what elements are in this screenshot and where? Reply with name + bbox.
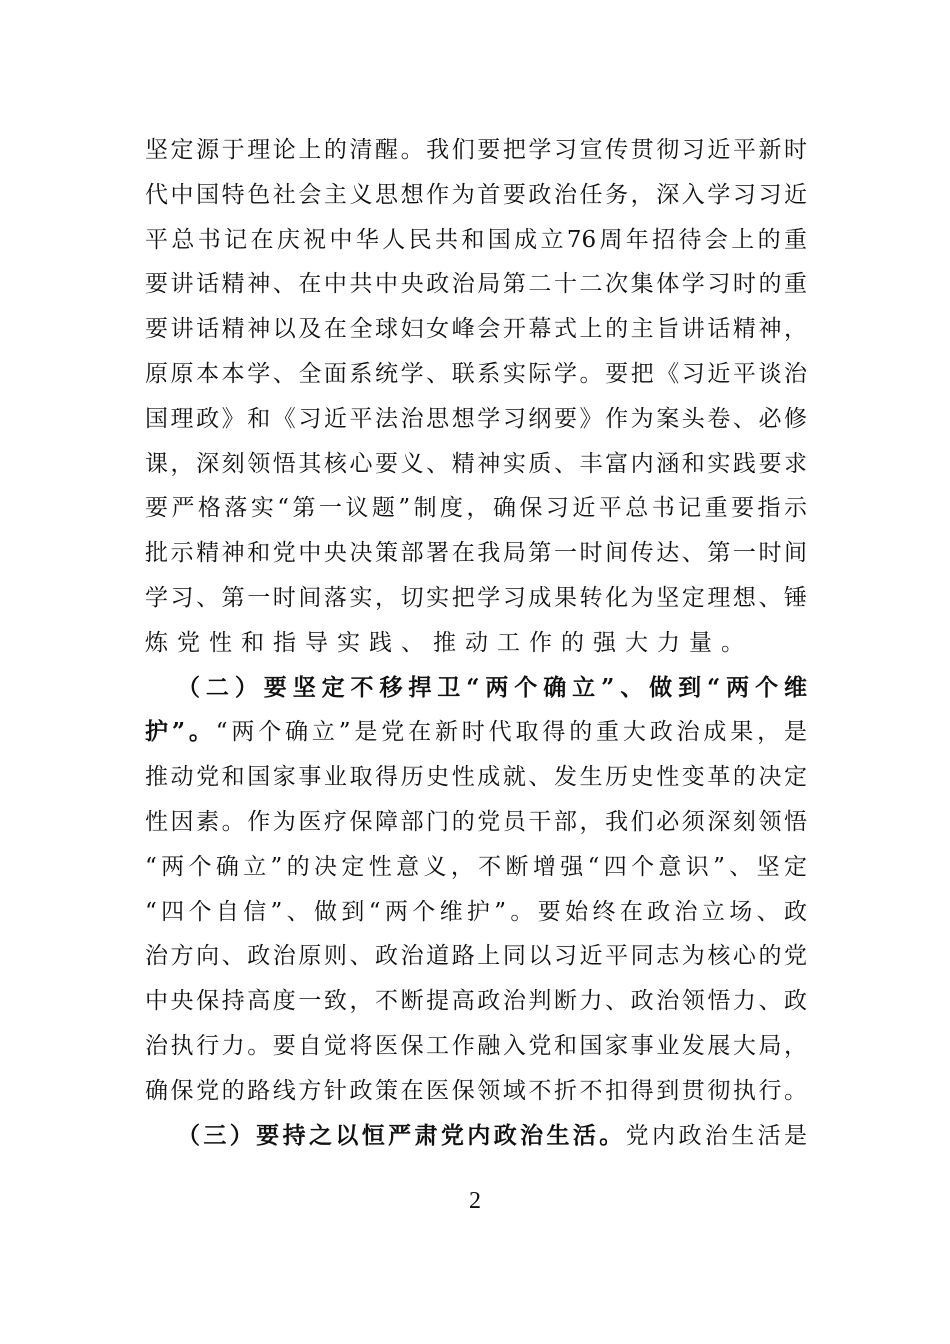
body-text: 坚定源于理论上的清醒。我们要把学习宣传贯彻习近平新时 <box>145 137 807 163</box>
body-text: 炼党性和指导实践、推动工作的强大力量。 <box>145 629 753 656</box>
text-line <box>145 1114 807 1159</box>
text-line <box>145 307 807 352</box>
body-text: 批示精神和党中央决策部署在我局第一时间传达、第一时间 <box>145 540 807 567</box>
text-line <box>145 128 807 173</box>
body-text: 推动党和国家事业取得历史性成就、发生历史性变革的决定 <box>145 764 807 791</box>
text-line <box>145 621 807 666</box>
text-line <box>145 1024 807 1069</box>
text-line <box>145 979 807 1024</box>
body-text: 治执行力。要自觉将医保工作融入党和国家事业发展大局， <box>145 1032 807 1059</box>
text-line <box>145 1069 807 1114</box>
text-line <box>145 845 807 890</box>
text-line <box>145 890 807 935</box>
section-heading-text: （三）要持之以恒严肃党内政治生活。 <box>177 1121 626 1149</box>
body-text: 中央保持高度一致，不断提高政治判断力、政治领悟力、政 <box>145 988 807 1015</box>
text-line <box>145 442 807 487</box>
body-text: 学习、第一时间落实，切实把学习成果转化为坚定理想、锤 <box>145 584 807 611</box>
body-text: 平总书记在庆祝中华人民共和国成立76周年招待会上的重 <box>145 226 807 253</box>
section-heading-text: （二）要坚定不移捍卫“两个确立”、做到“两个维 <box>177 673 807 701</box>
text-line <box>145 666 807 711</box>
body-text: 要讲话精神以及在全球妇女峰会开幕式上的主旨讲话精神， <box>145 316 807 343</box>
text-line <box>145 531 807 576</box>
text-line <box>145 486 807 531</box>
section-heading-text: 护”。 <box>145 718 216 746</box>
text-line <box>145 576 807 621</box>
body-text: “四个自信”、做到“两个维护”。要始终在政治立场、政 <box>145 898 807 925</box>
text-line <box>145 755 807 800</box>
body-text: 要严格落实“第一议题”制度，确保习近平总书记重要指示 <box>145 495 807 522</box>
text-line <box>145 352 807 397</box>
text-line <box>145 173 807 218</box>
text-line <box>145 934 807 979</box>
body-text: 课，深刻领悟其核心要义、精神实质、丰富内涵和实践要求 <box>145 450 807 477</box>
page-number: 2 <box>469 1188 481 1214</box>
text-line <box>145 218 807 263</box>
body-text: “两个确立”是党在新时代取得的重大政治成果，是 <box>215 719 807 746</box>
body-text: 代中国特色社会主义思想作为首要政治任务，深入学习习近 <box>145 181 807 208</box>
text-line <box>145 262 807 307</box>
body-text: 治方向、政治原则、政治道路上同以习近平同志为核心的党 <box>145 943 807 970</box>
body-text: 确保党的路线方针政策在医保领域不折不扣得到贯彻执行。 <box>145 1077 807 1104</box>
text-line <box>145 710 807 755</box>
body-text: 国理政》和《习近平法治思想学习纲要》作为案头卷、必修 <box>145 405 807 432</box>
text-line <box>145 800 807 845</box>
body-text: 要讲话精神、在中共中央政治局第二十二次集体学习时的重 <box>145 271 807 298</box>
body-text: 原原本本学、全面系统学、联系实际学。要把《习近平谈治 <box>145 360 807 387</box>
body-text: 性因素。作为医疗保障部门的党员干部，我们必须深刻领悟 <box>145 808 807 835</box>
body-text: 党内政治生活是 <box>625 1122 808 1149</box>
text-line <box>145 397 807 442</box>
body-text: “两个确立”的决定性意义，不断增强“四个意识”、坚定 <box>145 853 807 880</box>
document-body <box>145 128 807 1158</box>
